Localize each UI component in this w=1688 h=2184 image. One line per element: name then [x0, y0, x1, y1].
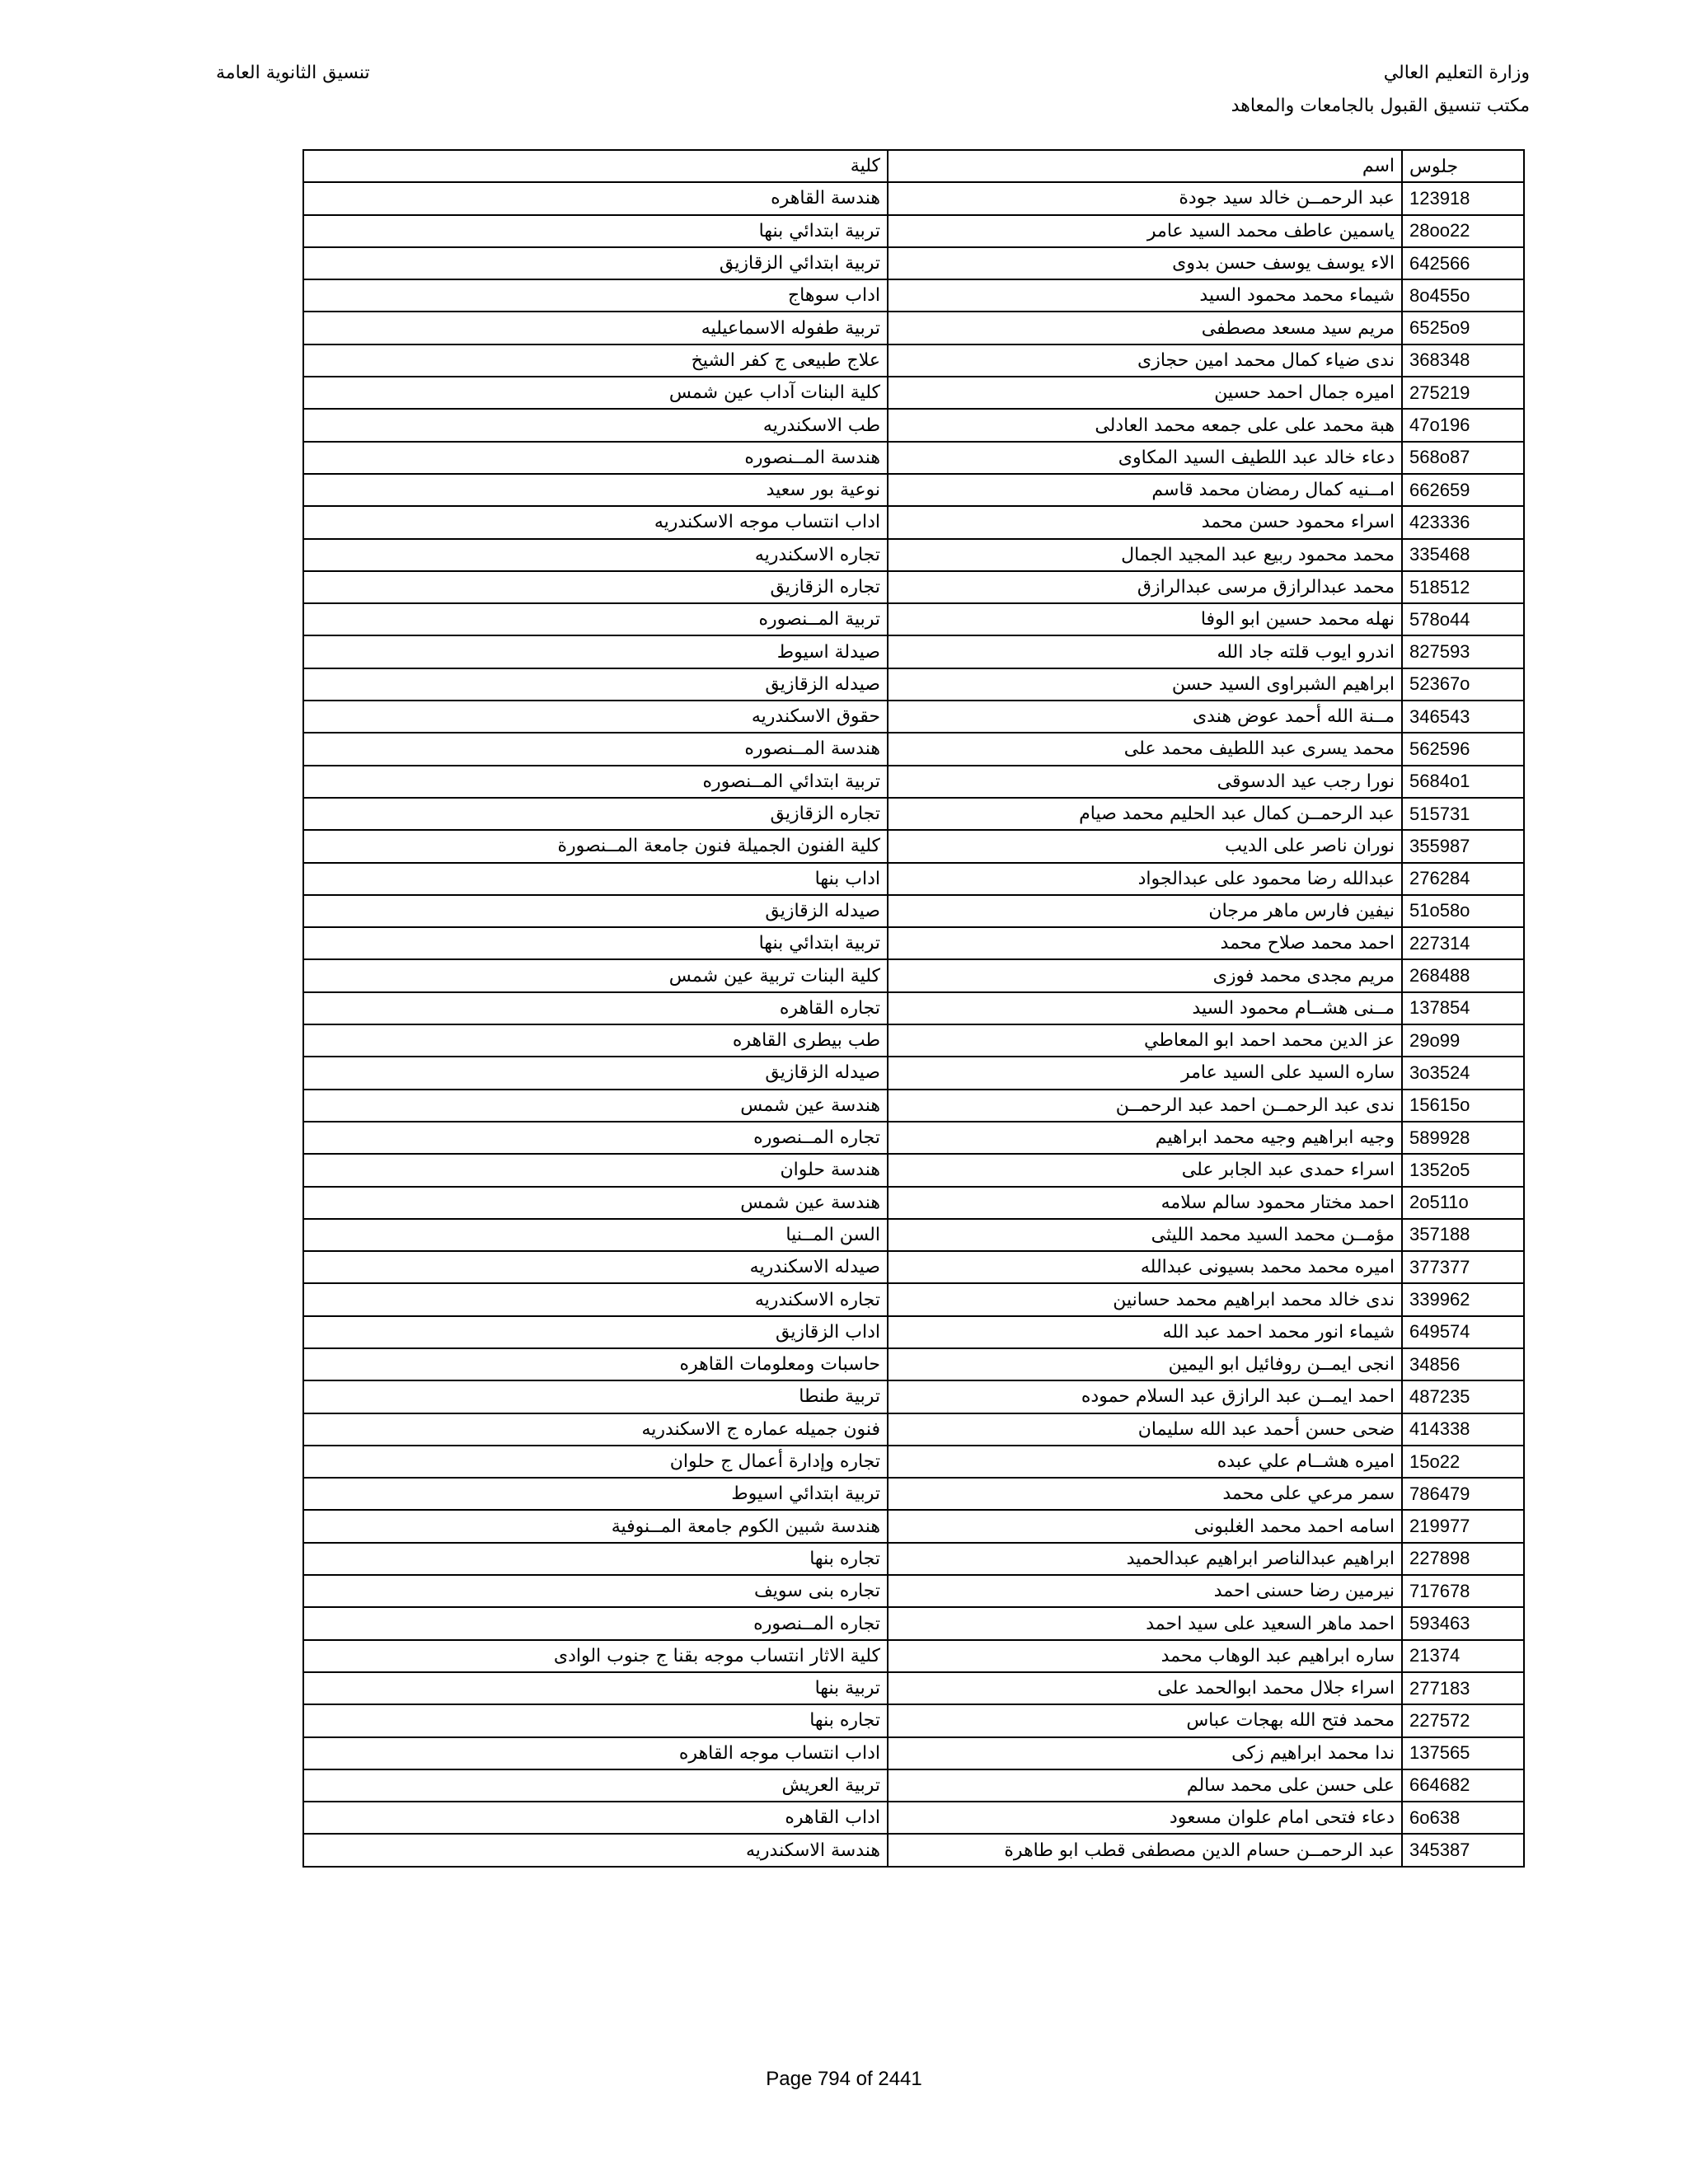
- seat-number-cell: 487235: [1402, 1380, 1524, 1413]
- seat-number-cell: 277183: [1402, 1672, 1524, 1704]
- college-cell: صيدله الاسكندريه: [303, 1251, 888, 1283]
- student-name-cell: ضحى حسن أحمد عبد الله سليمان: [888, 1413, 1402, 1446]
- college-cell: هندسة الاسكندريه: [303, 1834, 888, 1866]
- table-row: [303, 1575, 1524, 1607]
- student-name-cell: اميره هشــام علي عبده: [888, 1446, 1402, 1478]
- seat-number-cell: 717678: [1402, 1575, 1524, 1607]
- college-cell: حاسبات ومعلومات القاهره: [303, 1348, 888, 1380]
- seat-number-cell: 649574: [1402, 1316, 1524, 1348]
- table-row: [303, 1802, 1524, 1834]
- seat-number-cell: 21374: [1402, 1640, 1524, 1672]
- college-cell: كلية الاثار انتساب موجه بقنا ج جنوب الوادى: [303, 1640, 888, 1672]
- table-row: [303, 344, 1524, 377]
- student-name-cell: نورا رجب عيد الدسوقى: [888, 766, 1402, 798]
- results-table: [302, 149, 1525, 1868]
- student-name-cell: مــنى هشــام محمود السيد: [888, 992, 1402, 1024]
- college-cell: تجاره بنها: [303, 1704, 888, 1736]
- college-cell: اداب بنها: [303, 863, 888, 895]
- college-cell: تربية طنطا: [303, 1380, 888, 1413]
- seat-number-cell: 345387: [1402, 1834, 1524, 1866]
- student-name-cell: انجى ايمــن روفائيل ابو اليمين: [888, 1348, 1402, 1380]
- page-number: Page 794 of 2441: [766, 2068, 922, 2090]
- seat-number-cell: 578o44: [1402, 603, 1524, 635]
- seat-number-cell: 137565: [1402, 1737, 1524, 1769]
- table-row: [303, 474, 1524, 506]
- seat-number-cell: 568o87: [1402, 442, 1524, 474]
- table-row: [303, 409, 1524, 441]
- table-row: [303, 863, 1524, 895]
- student-name-cell: ندى ضياء كمال محمد امين حجازى: [888, 344, 1402, 377]
- college-cell: صيدلة اسيوط: [303, 635, 888, 668]
- student-name-cell: نيرمين رضا حسنى احمد: [888, 1575, 1402, 1607]
- seat-number-cell: 15o22: [1402, 1446, 1524, 1478]
- student-name-cell: اندرو ايوب قلته جاد الله: [888, 635, 1402, 668]
- student-name-cell: الاء يوسف يوسف حسن بدوى: [888, 247, 1402, 279]
- college-cell: تربية بنها: [303, 1672, 888, 1704]
- college-cell: فنون جميله عماره ج الاسكندريه: [303, 1413, 888, 1446]
- seat-number-cell: 414338: [1402, 1413, 1524, 1446]
- table-row: [303, 1446, 1524, 1478]
- table-row: [303, 701, 1524, 733]
- student-name-cell: احمد ماهر السعيد على سيد احمد: [888, 1607, 1402, 1639]
- table-row: [303, 1543, 1524, 1575]
- seat-number-cell: 1352o5: [1402, 1154, 1524, 1186]
- student-name-cell: محمد عبدالرازق مرسى عبدالرازق: [888, 571, 1402, 603]
- college-cell: هندسة المــنصوره: [303, 733, 888, 765]
- seat-number-cell: 589928: [1402, 1122, 1524, 1154]
- student-name-cell: دعاء خالد عبد اللطيف السيد المكاوى: [888, 442, 1402, 474]
- college-cell: تجاره وإدارة أعمال ج حلوان: [303, 1446, 888, 1478]
- seat-number-cell: 52367o: [1402, 668, 1524, 701]
- student-name-cell: مريم سيد مسعد مصطفى: [888, 312, 1402, 344]
- student-name-cell: عبد الرحمــن حسام الدين مصطفى قطب ابو طاهرة: [888, 1834, 1402, 1866]
- table-row: [303, 1413, 1524, 1446]
- student-name-cell: عبد الرحمــن خالد سيد جودة: [888, 182, 1402, 214]
- table-row: [303, 733, 1524, 765]
- office-title: مكتب تنسيق القبول بالجامعات والمعاهد: [1231, 96, 1530, 116]
- table-row: [303, 1090, 1524, 1122]
- college-cell: هندسة المــنصوره: [303, 442, 888, 474]
- college-cell: كلية البنات آداب عين شمس: [303, 377, 888, 409]
- table-row: [303, 1510, 1524, 1542]
- student-name-cell: اميره جمال احمد حسين: [888, 377, 1402, 409]
- student-name-cell: احمد ايمــن عبد الرازق عبد السلام حموده: [888, 1380, 1402, 1413]
- seat-number-cell: 15615o: [1402, 1090, 1524, 1122]
- seat-number-cell: 335468: [1402, 539, 1524, 571]
- student-name-cell: احمد محمد صلاح محمد: [888, 927, 1402, 959]
- student-name-cell: ياسمين عاطف محمد السيد عامر: [888, 215, 1402, 247]
- table-row: [303, 959, 1524, 991]
- table-row: [303, 1283, 1524, 1315]
- table-row: [303, 1057, 1524, 1089]
- college-cell: السن المــنيا: [303, 1219, 888, 1251]
- table-row: [303, 312, 1524, 344]
- college-cell: تجاره المــنصوره: [303, 1607, 888, 1639]
- seat-number-cell: 515731: [1402, 798, 1524, 830]
- student-name-cell: ندى خالد محمد ابراهيم محمد حسانين: [888, 1283, 1402, 1315]
- column-header-name: اسم: [888, 150, 1402, 182]
- seat-number-cell: 5684o1: [1402, 766, 1524, 798]
- student-name-cell: ساره السيد على السيد عامر: [888, 1057, 1402, 1089]
- student-name-cell: امــنيه كمال رمضان محمد قاسم: [888, 474, 1402, 506]
- college-cell: هندسة عين شمس: [303, 1090, 888, 1122]
- table-row: [303, 1348, 1524, 1380]
- seat-number-cell: 664682: [1402, 1769, 1524, 1802]
- seat-number-cell: 51o58o: [1402, 895, 1524, 927]
- seat-number-cell: 6o638: [1402, 1802, 1524, 1834]
- student-name-cell: شيماء محمد محمود السيد: [888, 279, 1402, 312]
- college-cell: تجاره الاسكندريه: [303, 1283, 888, 1315]
- student-name-cell: ساره ابراهيم عبد الوهاب محمد: [888, 1640, 1402, 1672]
- college-cell: علاج طبيعى ج كفر الشيخ: [303, 344, 888, 377]
- seat-number-cell: 357188: [1402, 1219, 1524, 1251]
- table-row: [303, 1607, 1524, 1639]
- table-row: [303, 377, 1524, 409]
- table-row: [303, 603, 1524, 635]
- table-row: [303, 1316, 1524, 1348]
- table-row: [303, 1834, 1524, 1866]
- seat-number-cell: 786479: [1402, 1478, 1524, 1510]
- table-row: [303, 668, 1524, 701]
- student-name-cell: ابراهيم عبدالناصر ابراهيم عبدالحميد: [888, 1543, 1402, 1575]
- student-name-cell: اسراء حمدى عبد الجابر على: [888, 1154, 1402, 1186]
- seat-number-cell: 275219: [1402, 377, 1524, 409]
- student-name-cell: دعاء فتحى امام علوان مسعود: [888, 1802, 1402, 1834]
- seat-number-cell: 339962: [1402, 1283, 1524, 1315]
- student-name-cell: ندا محمد ابراهيم زكى: [888, 1737, 1402, 1769]
- college-cell: صيدله الزقازيق: [303, 668, 888, 701]
- seat-number-cell: 47o196: [1402, 409, 1524, 441]
- college-cell: هندسة حلوان: [303, 1154, 888, 1186]
- seat-number-cell: 28oo22: [1402, 215, 1524, 247]
- student-name-cell: عبد الرحمــن كمال عبد الحليم محمد صيام: [888, 798, 1402, 830]
- student-name-cell: سمر مرعي على محمد: [888, 1478, 1402, 1510]
- table-row: [303, 1478, 1524, 1510]
- student-name-cell: محمد محمود ربيع عبد المجيد الجمال: [888, 539, 1402, 571]
- ministry-title: وزارة التعليم العالي: [1383, 63, 1530, 83]
- college-cell: تربية ابتدائي بنها: [303, 927, 888, 959]
- table-row: [303, 279, 1524, 312]
- student-name-cell: اسراء محمود حسن محمد: [888, 506, 1402, 538]
- table-row: [303, 506, 1524, 538]
- table-row: [303, 539, 1524, 571]
- student-name-cell: عز الدين محمد احمد ابو المعاطي: [888, 1024, 1402, 1057]
- college-cell: تربية ابتدائي بنها: [303, 215, 888, 247]
- seat-number-cell: 2o511o: [1402, 1187, 1524, 1219]
- college-cell: تجاره الزقازيق: [303, 798, 888, 830]
- college-cell: هندسة القاهره: [303, 182, 888, 214]
- student-name-cell: اسامه احمد محمد الغلبونى: [888, 1510, 1402, 1542]
- college-cell: تربية المــنصوره: [303, 603, 888, 635]
- college-cell: تجاره بنها: [303, 1543, 888, 1575]
- student-name-cell: محمد يسرى عبد اللطيف محمد على: [888, 733, 1402, 765]
- seat-number-cell: 34856: [1402, 1348, 1524, 1380]
- student-name-cell: احمد مختار محمود سالم سلامه: [888, 1187, 1402, 1219]
- college-cell: اداب الزقازيق: [303, 1316, 888, 1348]
- seat-number-cell: 137854: [1402, 992, 1524, 1024]
- college-cell: طب بيطرى القاهره: [303, 1024, 888, 1057]
- seat-number-cell: 662659: [1402, 474, 1524, 506]
- student-name-cell: على حسن على محمد سالم: [888, 1769, 1402, 1802]
- table-row: [303, 182, 1524, 214]
- seat-number-cell: 276284: [1402, 863, 1524, 895]
- seat-number-cell: 3o3524: [1402, 1057, 1524, 1089]
- seat-number-cell: 227314: [1402, 927, 1524, 959]
- student-name-cell: محمد فتح الله بهجات عباس: [888, 1704, 1402, 1736]
- college-cell: كلية البنات تربية عين شمس: [303, 959, 888, 991]
- table-row: [303, 992, 1524, 1024]
- table-row: [303, 247, 1524, 279]
- table-row: [303, 571, 1524, 603]
- student-name-cell: هبة محمد على على جمعه محمد العادلى: [888, 409, 1402, 441]
- seat-number-cell: 6525o9: [1402, 312, 1524, 344]
- table-row: [303, 442, 1524, 474]
- seat-number-cell: 219977: [1402, 1510, 1524, 1542]
- seat-number-cell: 518512: [1402, 571, 1524, 603]
- table-row: [303, 1380, 1524, 1413]
- seat-number-cell: 423336: [1402, 506, 1524, 538]
- college-cell: هندسة شبين الكوم جامعة المــنوفية: [303, 1510, 888, 1542]
- college-cell: تجاره الزقازيق: [303, 571, 888, 603]
- college-cell: تربية العريش: [303, 1769, 888, 1802]
- seat-number-cell: 346543: [1402, 701, 1524, 733]
- table-row: [303, 1672, 1524, 1704]
- table-row: [303, 1024, 1524, 1057]
- student-name-cell: وجيه ابراهيم وجيه محمد ابراهيم: [888, 1122, 1402, 1154]
- college-cell: تربية ابتدائي اسيوط: [303, 1478, 888, 1510]
- seat-number-cell: 268488: [1402, 959, 1524, 991]
- table-row: [303, 215, 1524, 247]
- college-cell: طب الاسكندريه: [303, 409, 888, 441]
- table-row: [303, 1769, 1524, 1802]
- student-name-cell: نوران ناصر على الديب: [888, 830, 1402, 862]
- coordination-title: تنسيق الثانوية العامة: [216, 63, 370, 83]
- college-cell: صيدله الزقازيق: [303, 1057, 888, 1089]
- college-cell: تربية طفوله الاسماعيليه: [303, 312, 888, 344]
- seat-number-cell: 593463: [1402, 1607, 1524, 1639]
- student-name-cell: شيماء انور محمد احمد عبد الله: [888, 1316, 1402, 1348]
- college-cell: اداب القاهره: [303, 1802, 888, 1834]
- table-row: [303, 1154, 1524, 1186]
- table-row: [303, 1187, 1524, 1219]
- college-cell: تربية ابتدائي المــنصوره: [303, 766, 888, 798]
- table-row: [303, 766, 1524, 798]
- table-row: [303, 1704, 1524, 1736]
- seat-number-cell: 355987: [1402, 830, 1524, 862]
- college-cell: تجاره بنى سويف: [303, 1575, 888, 1607]
- column-header-seat: جلوس: [1402, 150, 1524, 182]
- seat-number-cell: 123918: [1402, 182, 1524, 214]
- student-name-cell: نيفين فارس ماهر مرجان: [888, 895, 1402, 927]
- seat-number-cell: 827593: [1402, 635, 1524, 668]
- student-name-cell: مريم مجدى محمد فوزى: [888, 959, 1402, 991]
- college-cell: نوعية بور سعيد: [303, 474, 888, 506]
- college-cell: اداب سوهاج: [303, 279, 888, 312]
- college-cell: تربية ابتدائي الزقازيق: [303, 247, 888, 279]
- college-cell: تجاره القاهره: [303, 992, 888, 1024]
- student-name-cell: ابراهيم الشبراوى السيد حسن: [888, 668, 1402, 701]
- student-name-cell: مــنة الله أحمد عوض هندى: [888, 701, 1402, 733]
- seat-number-cell: 368348: [1402, 344, 1524, 377]
- college-cell: اداب انتساب موجه القاهره: [303, 1737, 888, 1769]
- table-row: [303, 1219, 1524, 1251]
- student-name-cell: اميره محمد محمد بسيونى عبدالله: [888, 1251, 1402, 1283]
- college-cell: تجاره المــنصوره: [303, 1122, 888, 1154]
- table-row: [303, 1737, 1524, 1769]
- seat-number-cell: 642566: [1402, 247, 1524, 279]
- table-row: [303, 927, 1524, 959]
- college-cell: هندسة عين شمس: [303, 1187, 888, 1219]
- table-row: [303, 635, 1524, 668]
- seat-number-cell: 377377: [1402, 1251, 1524, 1283]
- seat-number-cell: 227572: [1402, 1704, 1524, 1736]
- student-name-cell: نهله محمد حسين ابو الوفا: [888, 603, 1402, 635]
- table-row: [303, 895, 1524, 927]
- student-name-cell: ندى عبد الرحمــن احمد عبد الرحمــن: [888, 1090, 1402, 1122]
- table-row: [303, 830, 1524, 862]
- seat-number-cell: 562596: [1402, 733, 1524, 765]
- header-row: [303, 150, 1524, 182]
- student-name-cell: مؤمــن محمد السيد محمد الليثى: [888, 1219, 1402, 1251]
- college-cell: اداب انتساب موجه الاسكندريه: [303, 506, 888, 538]
- table-row: [303, 1640, 1524, 1672]
- table-row: [303, 1122, 1524, 1154]
- college-cell: صيدله الزقازيق: [303, 895, 888, 927]
- seat-number-cell: 8o455o: [1402, 279, 1524, 312]
- seat-number-cell: 29o99: [1402, 1024, 1524, 1057]
- student-name-cell: اسراء جلال محمد ابوالحمد على: [888, 1672, 1402, 1704]
- student-name-cell: عبدالله رضا محمود على عبدالجواد: [888, 863, 1402, 895]
- college-cell: حقوق الاسكندريه: [303, 701, 888, 733]
- college-cell: تجاره الاسكندريه: [303, 539, 888, 571]
- column-header-college: كلية: [303, 150, 888, 182]
- seat-number-cell: 227898: [1402, 1543, 1524, 1575]
- table-row: [303, 798, 1524, 830]
- table-row: [303, 1251, 1524, 1283]
- college-cell: كلية الفنون الجميلة فنون جامعة المــنصورة: [303, 830, 888, 862]
